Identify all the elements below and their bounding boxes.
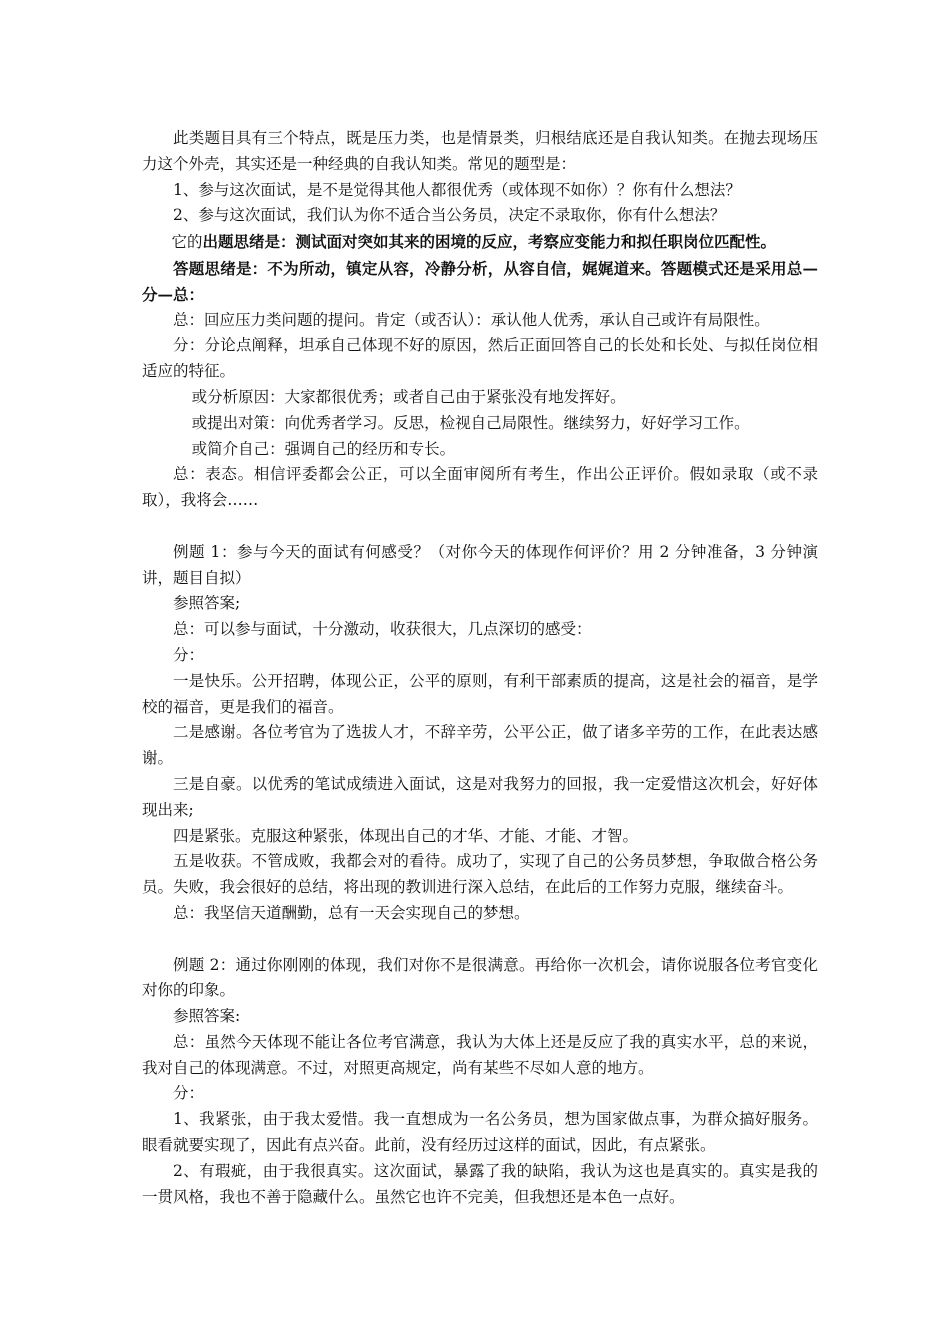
example-2-fen: 分：	[173, 1084, 205, 1103]
option-self-intro: 或简介自己：强调自己的经历和专长。	[191, 439, 456, 458]
spacer	[142, 514, 818, 540]
spacer	[142, 927, 818, 953]
option-analyze-reason: 或分析原因：大家都很优秀；或者自己由于紧张没有地发挥好。	[191, 387, 626, 406]
option-propose-measure: 或提出对策：向优秀者学习。反思，检视自己局限性。继续努力，好好学习工作。	[191, 413, 750, 432]
question-type-2: 2、参与这次面试，我们认为你不适合当公务员，决定不录取你，你有什么想法？	[173, 206, 726, 225]
answer-idea: 答题思绪是：不为所动，镇定从容，冷静分析，从容自信，娓娓道来。答题模式还是采用总—分—总：	[142, 258, 818, 304]
example-1-point-4: 四是紧张。克服这种紧张，体现出自己的才华、才能、才能、才智。	[173, 826, 639, 845]
example-1-closing: 总：我坚信天道酬勤，总有一天会实现自己的梦想。	[173, 903, 530, 922]
example-1-point-1: 一是快乐。公开招聘，体现公正，公平的原则，有利干部素质的提高，这是社会的福音，是学校的福音，更是我们的福音。	[142, 671, 818, 716]
summary-opening: 总：回应压力类问题的提问。肯定（或否认）：承认他人优秀，承认自己或许有局限性。	[173, 310, 770, 329]
example-1-fen: 分：	[173, 645, 205, 664]
document-page	[142, 126, 818, 1210]
example-1-point-3: 三是自豪。以优秀的笔试成绩进入面试，这是对我努力的回报，我一定爱惜这次机会，好好体现出来;	[142, 774, 818, 819]
question-type-1: 1、参与这次面试，是不是觉得其他人都很优秀（或体现不如你）？你有什么想法？	[173, 180, 741, 199]
example-2-point-1: 1、我紧张，由于我太爱惜。我一直想成为一名公务员，想为国家做点事，为群众搞好服务。眼看就要实现了，因此有点兴奋。此前，没有经历过这样的面试，因此，有点紧张。	[142, 1110, 818, 1155]
example-1-point-2: 二是感谢。各位考官为了选拔人才，不辞辛劳，公平公正，做了诸多辛劳的工作，在此表达感谢。	[142, 723, 818, 768]
example-2-reference: 参照答案:	[173, 1007, 241, 1026]
example-2-point-2: 2、有瑕疵，由于我很真实。这次面试，暴露了我的缺陷，我认为这也是真实的。真实是我的一贯风格，我也不善于隐藏什么。虽然它也许不完美，但我想还是本色一点好。	[142, 1161, 818, 1206]
example-1-summary: 总：可以参与面试，十分激动，收获很大，几点深切的感受：	[173, 620, 592, 639]
example-1-title: 例题 1：参与今天的面试有何感受？（对你今天的体现作何评价？用 2 分钟准备，3 分钟演讲，题目自拟）	[142, 542, 818, 587]
example-1-point-5: 五是收获。不管成败，我都会对的看待。成功了，实现了自己的公务员梦想，争取做合格公务员。失败，我会很好的总结，将出现的教训进行深入总结，在此后的工作努力克服，继续奋斗。	[142, 852, 818, 897]
analysis-section: 分：分论点阐释，坦承自己体现不好的原因，然后正面回答自己的长处和长处、与拟任岗位相适应的特征。	[142, 336, 818, 381]
example-2-summary: 总：虽然今天体现不能让各位考官满意，我认为大体上还是反应了我的真实水平，总的来说，我对自己的体现满意。不过，对照更高规定，尚有某些不尽如人意的地方。	[142, 1032, 818, 1077]
question-idea	[142, 229, 818, 256]
example-1-reference: 参照答案;	[173, 594, 241, 613]
question-idea-prefix: 它的	[171, 233, 203, 252]
question-idea-bold: 出题思绪是：测试面对突如其来的困境的反应，考察应变能力和拟任职岗位匹配性。	[202, 232, 776, 252]
example-2-title: 例题 2：通过你刚刚的体现，我们对你不是很满意。再给你一次机会，请你说服各位考官变化对你的印象。	[142, 955, 818, 1000]
intro-paragraph: 此类题目具有三个特点，既是压力类，也是情景类，归根结底还是自我认知类。在抛去现场压力这个外壳，其实还是一种经典的自我认知类。常见的题型是：	[142, 129, 818, 173]
summary-closing: 总：表态。相信评委都会公正，可以全面审阅所有考生，作出公正评价。假如录取（或不录取），我将会……	[142, 465, 818, 510]
